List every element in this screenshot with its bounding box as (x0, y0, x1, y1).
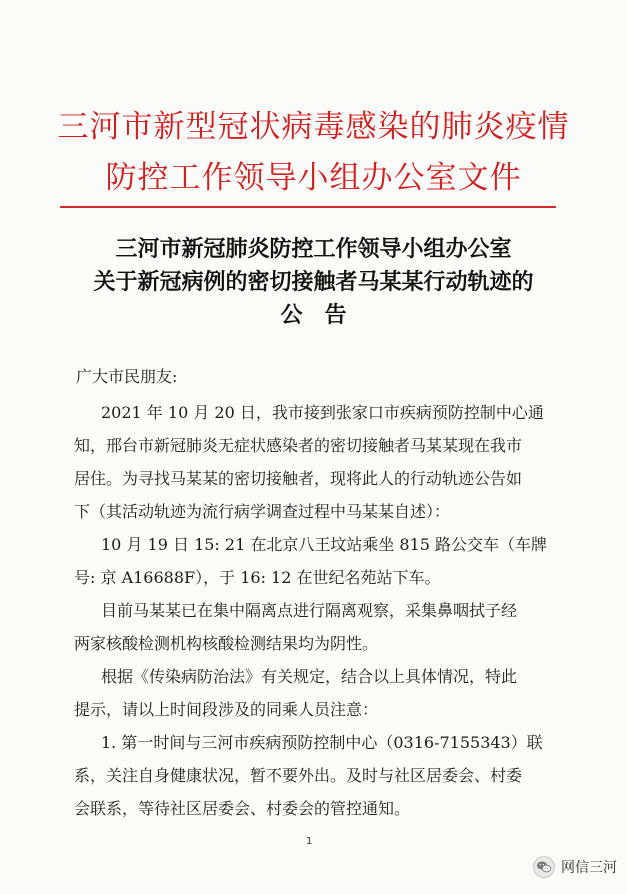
paragraph-2-line-1: 10 月 19 日 15: 21 在北京八王坟站乘坐 815 路公交车（车牌 (101, 535, 548, 554)
document-header-line-2: 防控工作领导小组办公室文件 (105, 160, 522, 196)
wechat-icon (533, 856, 555, 878)
greeting: 广大市民朋友: (76, 367, 178, 386)
paragraph-3-line-1: 目前马某某已在集中隔离点进行隔离观察，采集鼻咽拭子经 (101, 601, 518, 620)
page-number: 1 (306, 836, 313, 847)
notice-title-line-3: 公告 (280, 302, 369, 328)
paragraph-4-line-1: 根据《传染病防治法》有关规定，结合以上具体情况，特此 (101, 667, 518, 686)
paragraph-3-line-2: 两家核酸检测机构核酸检测结果均为阴性。 (74, 634, 379, 653)
watermark-text: 网信三河 (561, 860, 617, 876)
paragraph-1-line-3: 居住。为寻找马某某的密切接触者，现将此人的行动轨迹公告如 (74, 469, 523, 488)
watermark (533, 856, 617, 878)
paragraph-5-line-3: 会联系，等待社区居委会、村委会的管控通知。 (74, 799, 411, 818)
paragraph-5-line-1: 1. 第一时间与三河市疾病预防控制中心（0316-7155343）联 (101, 733, 543, 752)
red-divider-rule (60, 206, 556, 208)
paragraph-4-line-2: 提示，请以上时间段涉及的同乘人员注意： (74, 700, 379, 719)
paragraph-2-line-2: 号: 京 A16688F），于 16: 12 在世纪名苑站下车。 (74, 568, 441, 587)
notice-title-line-2: 关于新冠病例的密切接触者马某某行动轨迹的 (93, 269, 534, 295)
paragraph-1-line-1: 2021 年 10 月 20 日，我市接到张家口市疾病预防控制中心通 (101, 403, 544, 422)
notice-title-line-1: 三河市新冠肺炎防控工作领导小组办公室 (115, 236, 512, 262)
paragraph-5-line-2: 系，关注自身健康状况，暂不要外出。及时与社区居委会、村委 (74, 766, 523, 785)
paragraph-1-line-2: 知，邢台市新冠肺炎无症状感染者的密切接触者马某某现在我市 (74, 436, 523, 455)
document-header-line-1: 三河市新型冠状病毒感染的肺炎疫情 (57, 109, 570, 145)
paragraph-1-line-4: 下（其活动轨迹为流行病学调查过程中马某某自述）： (74, 502, 451, 521)
